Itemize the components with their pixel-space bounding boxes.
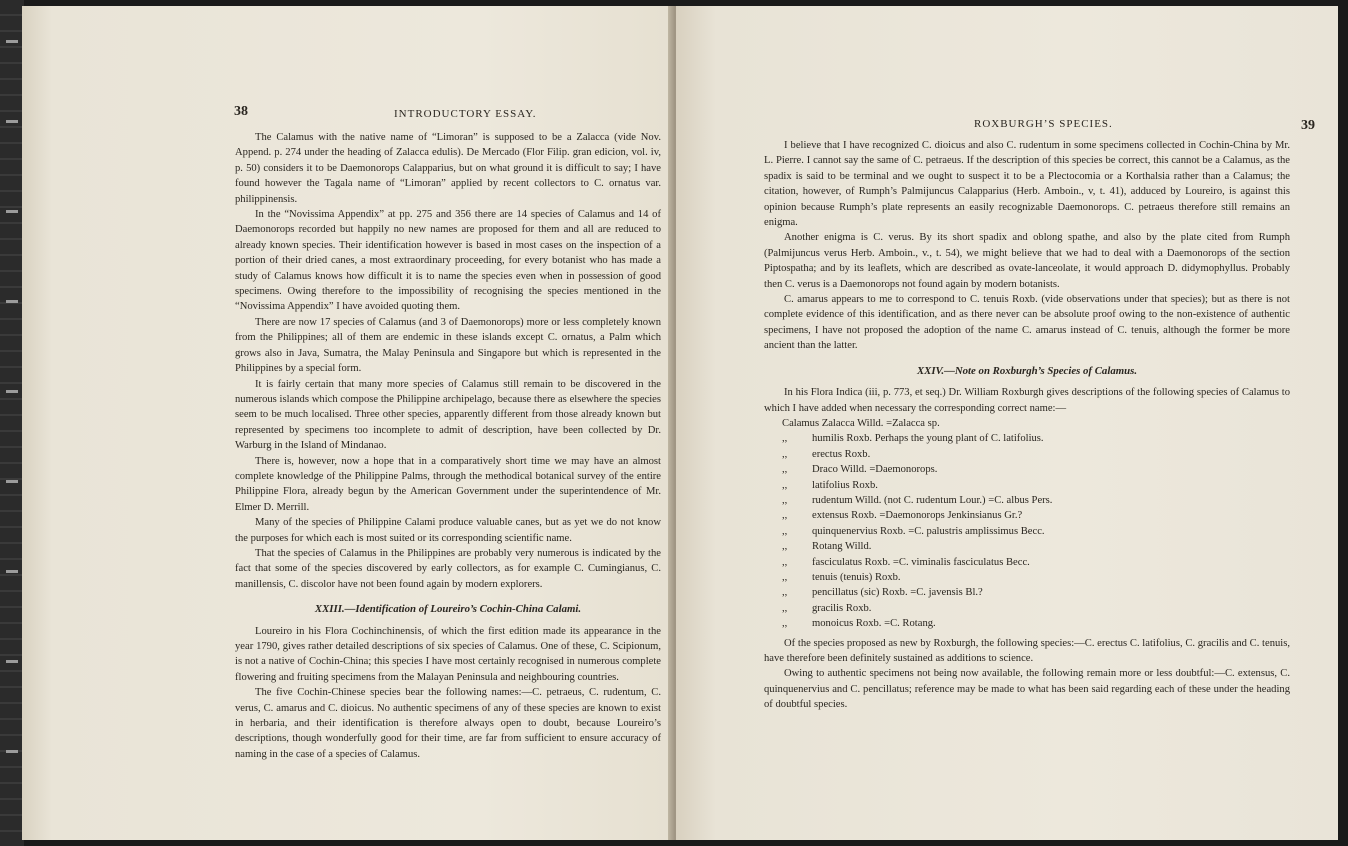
section-heading: XXIII.—Identification of Loureiro’s Cochin-China Calami. — [314, 603, 582, 616]
left-page — [22, 6, 674, 840]
list-item: ,, tenuis (tenuis) Roxb. — [764, 570, 1290, 585]
paragraph: There are now 17 species of Calamus (and 3 of Daemonorops) more or less completely known from the Philippines; all of them are endemic in these islands except C. ornatus, a Palm which grows also in Java, Sumatra, the Malay Peninsula and Singapore but which is represented in the Philippines by a special form. — [235, 316, 661, 375]
running-head: ROXBURGH’S SPECIES. — [974, 118, 1113, 130]
paragraph: Many of the species of Philippine Calami produce valuable canes, but as yet we do not know the purposes for which each is most suited or its corresponding scientific name. — [235, 517, 661, 544]
list-item: ,, latifolius Roxb. — [764, 478, 1290, 493]
list-item: Calamus Zalacca Willd. =Zalacca sp. — [782, 417, 940, 429]
ditto-mark: ,, — [782, 433, 788, 445]
list-item: ,, pencillatus (sic) Roxb. =C. javensis Bl.? — [764, 585, 1290, 600]
paragraph: It is fairly certain that many more species of Calamus still remain to be discovered in the numerous islands which compose the Philippine archipelago, because there as elsewhere the species seem to be much localised. Three other species, apparently different from those already known but represented by specimens too incomplete to admit of description, have been collected by Dr. Warburg in the Island of Mindanao. — [235, 378, 661, 452]
paragraph: Of the species proposed as new by Roxburgh, the following species:—C. erectus C. latifolius, C. gracilis and C. tenuis, have therefore been definitely sustained as additions to science. — [764, 637, 1290, 664]
list-item: ,, Rotang Willd. — [764, 539, 1290, 554]
right-page — [676, 6, 1338, 840]
list-item: ,, rudentum Willd. (not C. rudentum Lour.) =C. albus Pers. — [764, 493, 1290, 508]
ditto-mark: ,, — [782, 464, 788, 476]
ditto-mark: ,, — [782, 494, 788, 506]
paragraph: C. amarus appears to me to correspond to C. tenuis Roxb. (vide observations under that species); but as there is not complete evidence of this identification, and as there never can be absolute proof owing to the non-existence of authentic specimens, I have not proposed the adoption of the name C. amarus instead of C. tenuis, although the former be more ancient than the latter. — [764, 294, 1290, 352]
paragraph: Owing to authentic specimens not being now available, the following remain more or less doubtful:—C. extensus, C. quinquenervius and C. pencillatus; reference may be made to what has been said regarding each of these under the heading of doubtful species. — [764, 668, 1290, 711]
ditto-mark: ,, — [782, 618, 788, 630]
page-edges — [0, 0, 24, 846]
paragraph: I believe that I have recognized C. dioicus and also C. rudentum in some specimens collected in Cochin-China by Mr. L. Pierre. I cannot say the same of C. petraeus. If the description of this species be correct, this cannot be a Calamus, as the spadix is said to be terminal and we ought to suspect it to be a Plectocomia or a Korthalsia rather than a Calamus; the citation, however, of Rumph’s Palmijuncus Calapparius (Herb. Amboin., v, t. 41), adduced by Loureiro, is against this opinion because Rumph’s plate represents an easily recognizable Daemonorops. C. petraeus therefore still remains an enigma. — [764, 140, 1290, 229]
left-body — [235, 130, 661, 762]
paragraph: Another enigma is C. verus. By its short spadix and oblong spathe, and also by the plate cited from Rumph (Palmijuncus verus Herb. Amboin., v., t. 54), we might believe that we had to deal with a Daemonorops of the section Piptospatha; and by its leaflets, which are described as ovate-lanceolate, it would approach D. didymophyllus. Probably then C. verus is a Daemonorops not found again by modern botanists. — [764, 232, 1290, 290]
running-head: INTRODUCTORY ESSAY. — [394, 108, 537, 120]
list-item: ,, gracilis Roxb. — [764, 601, 1290, 616]
ditto-mark: ,, — [782, 541, 788, 553]
species-list — [764, 416, 1290, 632]
ditto-mark: ,, — [782, 556, 788, 568]
paragraph: The Calamus with the native name of “Limoran” is supposed to be a Zalacca (vide Nov. Append. p. 274 under the heading of Zalacca edulis). De Mercado (Flor Filip. gran edicion, vol. iv, p. 50) considers it to be Daemonorops Calapparius, but on what ground it is difficult to say; I have found however the Tagala name of “Limoran” applied by recent collectors to C. ornatus var. philippinensis. — [235, 132, 661, 205]
list-item: ,, humilis Roxb. Perhaps the young plant of C. latifolius. — [764, 431, 1290, 446]
list-item: ,, monoicus Roxb. =C. Rotang. — [764, 616, 1290, 631]
list-item: ,, quinquenervius Roxb. =C. palustris amplissimus Becc. — [764, 524, 1290, 539]
ditto-mark: ,, — [782, 510, 788, 522]
paragraph: Loureiro in his Flora Cochinchinensis, of which the first edition made its appearance in the year 1790, gives rather detailed descriptions of six species of Calamus. One of these, C. Scipionum, is not a native of Cochin-China; this species I have most certainly recognised in numerous complete flowering and fruiting specimens from the Malayan Peninsula and neighbouring countries. — [235, 625, 661, 683]
page-number: 39 — [1301, 118, 1315, 133]
ditto-mark: ,, — [782, 602, 788, 614]
page-number: 38 — [234, 104, 248, 119]
paragraph: There is, however, now a hope that in a comparatively short time we may have an almost complete knowledge of the Philippine Palms, through the methodical botanical survey of the entire Philippine Flora, already begun by the American Government under the superintendence of Mr. Elmer D. Merrill. — [235, 455, 661, 513]
list-item: ,, Draco Willd. =Daemonorops. — [764, 462, 1290, 477]
paragraph: In the “Novissima Appendix” at pp. 275 and 356 there are 14 species of Calamus and 14 of Daemonorops recorded but happily no new names are proposed for them and all are reduced to already known species. Their identification however is based in most cases on the inspection of a portion of their dried canes, a most extraordinary proceeding, for every botanist who has made a study of Calamus knows how difficult it is to name the species even when in possession of good specimens. Owing therefore to the impossibility of recognising the species mentioned in the “Novissima Appendix” I have avoided quoting them. — [235, 209, 661, 313]
list-item: ,, fasciculatus Roxb. =C. viminalis fasciculatus Becc. — [764, 555, 1290, 570]
paragraph: In his Flora Indica (iii, p. 773, et seq.) Dr. William Roxburgh gives descriptions of the following species of Calamus to which I have added when necessary the corresponding correct name:— — [764, 387, 1290, 414]
section-heading: XXIV.—Note on Roxburgh’s Species of Calamus. — [916, 364, 1138, 377]
list-item: ,, extensus Roxb. =Daemonorops Jenkinsianus Gr.? — [764, 508, 1290, 523]
ditto-mark: ,, — [782, 448, 788, 460]
ditto-mark: ,, — [782, 571, 788, 583]
ditto-mark: ,, — [782, 587, 788, 599]
paragraph: That the species of Calamus in the Philippines are probably very numerous is indicated by the fact that some of the species discovered by early collectors, as for example C. Cumingianus, C. manillensis, C. discolor have not been found again by modern explorers. — [235, 547, 661, 590]
ditto-mark: ,, — [782, 525, 788, 537]
paragraph: The five Cochin-Chinese species bear the following names:—C. petraeus, C. rudentum, C. verus, C. amarus and C. dioicus. No authentic specimens of any of these species are known to exist in herbaria, and their identification is therefore always open to doubt, because Loureiro’s descriptions, though wonderfully good for their time, are far from sufficient to ensure accuracy of naming in the case of a species of Calamus. — [235, 687, 661, 760]
right-body — [764, 138, 1290, 713]
list-item: ,, erectus Roxb. — [764, 447, 1290, 462]
ditto-mark: ,, — [782, 479, 788, 491]
